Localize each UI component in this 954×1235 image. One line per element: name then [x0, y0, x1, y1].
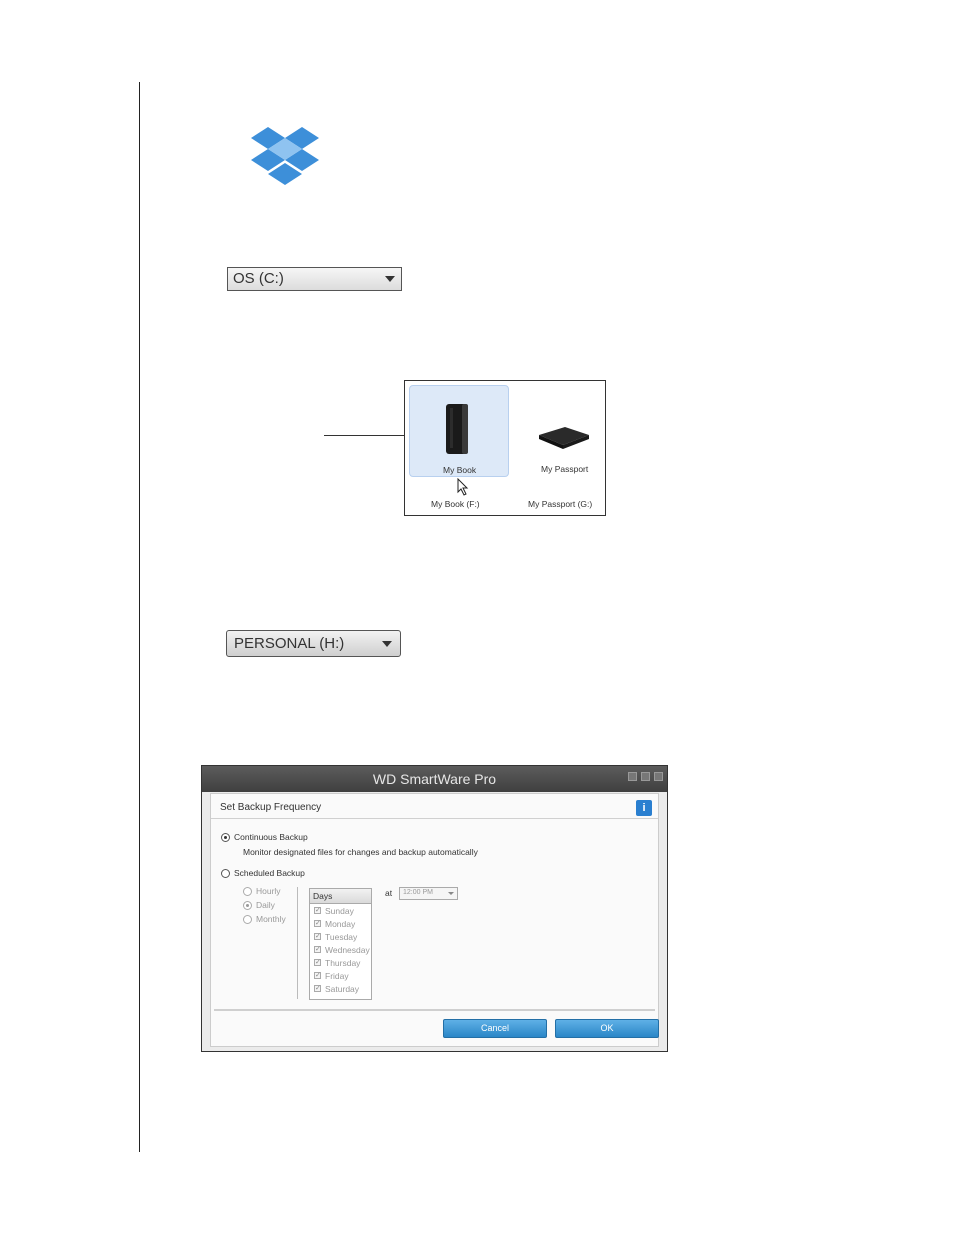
device-name: My Book: [443, 465, 477, 475]
divider: [297, 887, 298, 999]
day-checkbox[interactable]: ✓: [315, 985, 321, 992]
day-label: Thursday: [325, 958, 361, 968]
day-label: Friday: [325, 971, 349, 981]
ok-button[interactable]: OK: [555, 1019, 659, 1038]
divider: [211, 818, 658, 819]
day-label: Wednesday: [325, 945, 370, 955]
day-label: Saturday: [325, 984, 360, 994]
days-header-label: Days: [313, 891, 333, 901]
time-select[interactable]: [399, 887, 458, 900]
chevron-down-icon: [382, 641, 392, 647]
day-checkbox[interactable]: ✓: [315, 907, 321, 914]
daily-label: Daily: [256, 900, 275, 910]
close-icon[interactable]: [654, 772, 663, 781]
continuous-backup-label: Continuous Backup: [234, 832, 308, 842]
dialog-title: WD SmartWare Pro: [372, 771, 497, 787]
day-checkbox[interactable]: ✓: [315, 946, 321, 953]
day-checkbox[interactable]: ✓: [315, 920, 321, 927]
drive-dropdown-personal[interactable]: [226, 630, 401, 657]
divider: [214, 1009, 655, 1011]
time-value: 12:00 PM: [403, 889, 433, 896]
chevron-down-icon: [385, 276, 395, 282]
info-icon[interactable]: i: [636, 800, 652, 816]
device-drive-label: My Book (F:): [431, 499, 480, 509]
dropbox-logo-icon: [250, 126, 320, 188]
backup-frequency-dialog: [201, 765, 668, 1052]
drive-dropdown-value: OS (C:): [233, 270, 284, 287]
monthly-label: Monthly: [256, 914, 286, 924]
drive-dropdown-value: PERSONAL (H:): [234, 635, 345, 652]
mouse-cursor-icon: [457, 478, 469, 496]
page-margin-rule: [139, 82, 140, 1152]
my-passport-drive-icon[interactable]: [535, 425, 591, 451]
day-label: Tuesday: [325, 932, 358, 942]
device-drive-label: My Passport (G:): [528, 499, 593, 509]
days-list: [309, 888, 372, 1000]
hourly-label: Hourly: [256, 886, 281, 896]
device-name: My Passport: [541, 464, 589, 474]
my-book-drive-icon: [442, 402, 472, 456]
continuous-backup-radio[interactable]: [221, 833, 230, 842]
day-checkbox[interactable]: ✓: [315, 959, 321, 966]
continuous-backup-description: Monitor designated files for changes and backup automatically: [243, 847, 478, 857]
day-label: Sunday: [325, 906, 354, 916]
panel-heading: Set Backup Frequency: [220, 802, 322, 813]
cancel-button[interactable]: Cancel: [443, 1019, 547, 1038]
scheduled-backup-radio[interactable]: [221, 869, 230, 878]
device-tile-my-book[interactable]: [409, 385, 509, 477]
drive-dropdown-os[interactable]: [227, 267, 402, 291]
dialog-titlebar: [202, 766, 667, 792]
days-header: [310, 889, 371, 904]
day-checkbox[interactable]: ✓: [315, 972, 321, 979]
hourly-radio[interactable]: [243, 887, 252, 896]
scheduled-backup-label: Scheduled Backup: [234, 868, 305, 878]
chevron-down-icon: [448, 892, 454, 895]
dialog-panel: [210, 793, 659, 1047]
at-label: at: [385, 888, 393, 898]
daily-radio[interactable]: [243, 901, 252, 910]
monthly-radio[interactable]: [243, 915, 252, 924]
day-checkbox[interactable]: ✓: [315, 933, 321, 940]
day-label: Monday: [325, 919, 356, 929]
device-picker: [404, 380, 606, 516]
minimize-icon[interactable]: [628, 772, 637, 781]
maximize-icon[interactable]: [641, 772, 650, 781]
